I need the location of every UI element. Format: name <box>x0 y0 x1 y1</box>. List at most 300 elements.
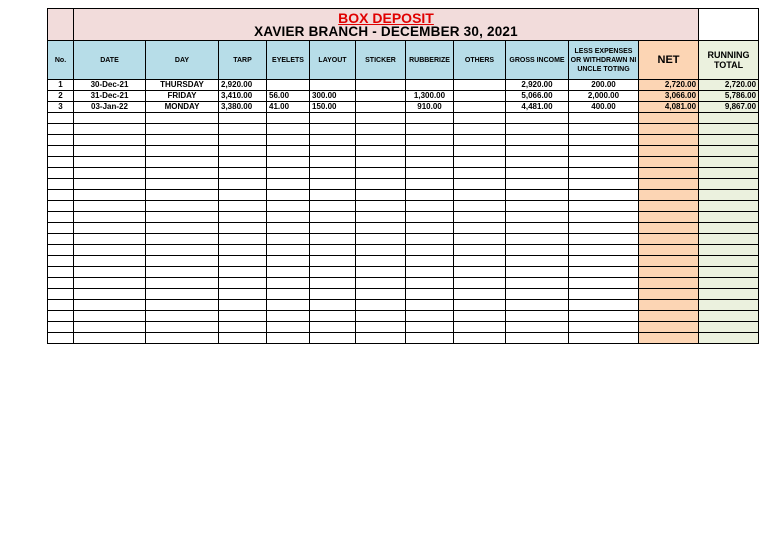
header-layout: LAYOUT <box>310 41 356 80</box>
cell-running <box>699 124 759 135</box>
cell-eyelets <box>267 245 310 256</box>
cell-others <box>454 124 506 135</box>
header-less-expenses: LESS EXPENSES OR WITHDRAWN NI UNCLE TOTING <box>569 41 639 80</box>
cell-tarp <box>219 245 267 256</box>
cell-net: 4,081.00 <box>639 102 699 113</box>
cell-rubberize <box>406 157 454 168</box>
cell-tarp <box>219 267 267 278</box>
cell-date <box>74 190 146 201</box>
header-date: DATE <box>74 41 146 80</box>
cell-date: 30-Dec-21 <box>74 80 146 91</box>
cell-others <box>454 234 506 245</box>
cell-date <box>74 212 146 223</box>
table-row <box>48 300 759 311</box>
cell-tarp <box>219 278 267 289</box>
cell-date <box>74 135 146 146</box>
title-cell <box>74 9 699 41</box>
header-others: OTHERS <box>454 41 506 80</box>
table-row <box>48 157 759 168</box>
cell-day: THURSDAY <box>146 80 219 91</box>
cell-net: 3,066.00 <box>639 91 699 102</box>
cell-no <box>48 201 74 212</box>
cell-no <box>48 135 74 146</box>
cell-less <box>569 135 639 146</box>
cell-sticker <box>356 267 406 278</box>
cell-running <box>699 278 759 289</box>
cell-net <box>639 135 699 146</box>
cell-rubberize <box>406 124 454 135</box>
cell-no <box>48 124 74 135</box>
cell-sticker <box>356 190 406 201</box>
cell-others <box>454 256 506 267</box>
cell-net <box>639 201 699 212</box>
cell-day: MONDAY <box>146 102 219 113</box>
cell-day <box>146 256 219 267</box>
cell-eyelets <box>267 311 310 322</box>
cell-net <box>639 267 699 278</box>
cell-layout <box>310 245 356 256</box>
cell-sticker <box>356 168 406 179</box>
cell-net <box>639 124 699 135</box>
cell-others <box>454 201 506 212</box>
table-row <box>48 124 759 135</box>
table-row <box>48 289 759 300</box>
cell-running <box>699 201 759 212</box>
cell-day <box>146 311 219 322</box>
cell-gross <box>506 124 569 135</box>
cell-rubberize <box>406 333 454 344</box>
cell-tarp <box>219 322 267 333</box>
cell-day <box>146 267 219 278</box>
cell-layout <box>310 124 356 135</box>
cell-others <box>454 135 506 146</box>
cell-others <box>454 190 506 201</box>
cell-no <box>48 223 74 234</box>
cell-layout <box>310 267 356 278</box>
cell-eyelets <box>267 201 310 212</box>
cell-running <box>699 311 759 322</box>
box-deposit-sheet <box>47 8 758 344</box>
header-eyelets: EYELETS <box>267 41 310 80</box>
cell-date <box>74 278 146 289</box>
cell-less <box>569 168 639 179</box>
cell-layout <box>310 80 356 91</box>
cell-running <box>699 146 759 157</box>
cell-running <box>699 333 759 344</box>
cell-less: 400.00 <box>569 102 639 113</box>
cell-others <box>454 289 506 300</box>
cell-day <box>146 234 219 245</box>
header-rubberize: RUBBERIZE <box>406 41 454 80</box>
cell-less <box>569 124 639 135</box>
cell-net <box>639 311 699 322</box>
title-left-cell <box>48 9 74 41</box>
cell-sticker <box>356 135 406 146</box>
cell-day <box>146 146 219 157</box>
cell-less <box>569 146 639 157</box>
cell-net <box>639 278 699 289</box>
cell-sticker <box>356 223 406 234</box>
cell-net <box>639 245 699 256</box>
cell-eyelets <box>267 212 310 223</box>
cell-date <box>74 289 146 300</box>
cell-no <box>48 256 74 267</box>
cell-eyelets <box>267 322 310 333</box>
cell-net <box>639 289 699 300</box>
cell-less <box>569 311 639 322</box>
cell-eyelets <box>267 190 310 201</box>
table-body <box>48 80 759 344</box>
cell-layout <box>310 256 356 267</box>
cell-gross <box>506 245 569 256</box>
header-day: DAY <box>146 41 219 80</box>
table-row <box>48 190 759 201</box>
cell-gross <box>506 322 569 333</box>
cell-no <box>48 168 74 179</box>
cell-tarp: 3,380.00 <box>219 102 267 113</box>
table-row <box>48 223 759 234</box>
table-row <box>48 278 759 289</box>
cell-gross <box>506 289 569 300</box>
cell-layout <box>310 135 356 146</box>
cell-day <box>146 322 219 333</box>
cell-gross <box>506 300 569 311</box>
table-row <box>48 168 759 179</box>
cell-less: 2,000.00 <box>569 91 639 102</box>
cell-tarp <box>219 289 267 300</box>
cell-less <box>569 300 639 311</box>
cell-gross: 4,481.00 <box>506 102 569 113</box>
cell-others <box>454 300 506 311</box>
cell-net: 2,720.00 <box>639 80 699 91</box>
cell-net <box>639 179 699 190</box>
cell-others <box>454 168 506 179</box>
cell-rubberize <box>406 146 454 157</box>
cell-rubberize <box>406 113 454 124</box>
cell-day <box>146 245 219 256</box>
table-row <box>48 201 759 212</box>
cell-less <box>569 212 639 223</box>
cell-gross: 5,066.00 <box>506 91 569 102</box>
cell-date <box>74 322 146 333</box>
cell-tarp <box>219 124 267 135</box>
cell-others <box>454 146 506 157</box>
cell-eyelets <box>267 124 310 135</box>
cell-layout <box>310 289 356 300</box>
cell-day <box>146 212 219 223</box>
cell-gross <box>506 113 569 124</box>
cell-tarp <box>219 190 267 201</box>
cell-layout <box>310 157 356 168</box>
cell-date <box>74 300 146 311</box>
cell-running <box>699 300 759 311</box>
cell-rubberize <box>406 179 454 190</box>
cell-no <box>48 333 74 344</box>
table-row <box>48 267 759 278</box>
cell-running <box>699 113 759 124</box>
cell-sticker <box>356 289 406 300</box>
cell-gross <box>506 190 569 201</box>
cell-date <box>74 267 146 278</box>
cell-less <box>569 201 639 212</box>
cell-date: 03-Jan-22 <box>74 102 146 113</box>
cell-gross <box>506 333 569 344</box>
cell-running: 5,786.00 <box>699 91 759 102</box>
cell-less <box>569 157 639 168</box>
cell-rubberize <box>406 234 454 245</box>
cell-day <box>146 157 219 168</box>
table-row <box>48 113 759 124</box>
cell-no <box>48 267 74 278</box>
cell-day: FRIDAY <box>146 91 219 102</box>
cell-running: 2,720.00 <box>699 80 759 91</box>
cell-running <box>699 267 759 278</box>
cell-sticker <box>356 300 406 311</box>
cell-day <box>146 179 219 190</box>
cell-sticker <box>356 80 406 91</box>
header-gross-income: GROSS INCOME <box>506 41 569 80</box>
cell-eyelets <box>267 135 310 146</box>
table-row <box>48 102 759 113</box>
cell-layout: 300.00 <box>310 91 356 102</box>
cell-less <box>569 289 639 300</box>
cell-gross <box>506 223 569 234</box>
cell-less <box>569 223 639 234</box>
cell-day <box>146 201 219 212</box>
cell-tarp <box>219 201 267 212</box>
cell-net <box>639 212 699 223</box>
cell-date <box>74 311 146 322</box>
cell-gross <box>506 267 569 278</box>
cell-date <box>74 179 146 190</box>
cell-tarp <box>219 113 267 124</box>
cell-eyelets <box>267 267 310 278</box>
sheet-title: BOX DEPOSIT <box>338 10 434 26</box>
cell-date <box>74 223 146 234</box>
cell-tarp: 3,410.00 <box>219 91 267 102</box>
table-row <box>48 179 759 190</box>
cell-eyelets <box>267 157 310 168</box>
cell-others <box>454 278 506 289</box>
cell-rubberize <box>406 322 454 333</box>
cell-eyelets <box>267 234 310 245</box>
cell-layout <box>310 168 356 179</box>
cell-day <box>146 278 219 289</box>
cell-no <box>48 234 74 245</box>
cell-rubberize <box>406 267 454 278</box>
cell-no: 1 <box>48 80 74 91</box>
cell-others <box>454 212 506 223</box>
cell-tarp <box>219 333 267 344</box>
cell-net <box>639 256 699 267</box>
cell-no <box>48 245 74 256</box>
cell-day <box>146 289 219 300</box>
sheet-subtitle: XAVIER BRANCH - DECEMBER 30, 2021 <box>254 24 518 39</box>
table-row <box>48 311 759 322</box>
table-row <box>48 333 759 344</box>
cell-rubberize <box>406 80 454 91</box>
cell-eyelets <box>267 179 310 190</box>
cell-tarp <box>219 223 267 234</box>
cell-less <box>569 113 639 124</box>
cell-rubberize: 1,300.00 <box>406 91 454 102</box>
cell-sticker <box>356 234 406 245</box>
cell-layout <box>310 179 356 190</box>
cell-sticker <box>356 146 406 157</box>
cell-others <box>454 267 506 278</box>
cell-rubberize <box>406 278 454 289</box>
title-right-cell <box>699 9 759 41</box>
cell-others <box>454 245 506 256</box>
cell-tarp <box>219 300 267 311</box>
table-row <box>48 234 759 245</box>
cell-no <box>48 157 74 168</box>
cell-tarp: 2,920.00 <box>219 80 267 91</box>
cell-tarp <box>219 146 267 157</box>
cell-tarp <box>219 311 267 322</box>
cell-day <box>146 135 219 146</box>
cell-date <box>74 201 146 212</box>
cell-less <box>569 322 639 333</box>
table-row <box>48 80 759 91</box>
cell-running: 9,867.00 <box>699 102 759 113</box>
cell-no <box>48 212 74 223</box>
cell-net <box>639 333 699 344</box>
cell-date <box>74 157 146 168</box>
cell-eyelets <box>267 333 310 344</box>
cell-sticker <box>356 179 406 190</box>
cell-sticker <box>356 212 406 223</box>
cell-date <box>74 256 146 267</box>
cell-net <box>639 300 699 311</box>
cell-running <box>699 289 759 300</box>
cell-net <box>639 234 699 245</box>
cell-sticker <box>356 113 406 124</box>
cell-eyelets <box>267 300 310 311</box>
cell-rubberize <box>406 256 454 267</box>
cell-others <box>454 179 506 190</box>
cell-tarp <box>219 179 267 190</box>
cell-others <box>454 102 506 113</box>
cell-layout <box>310 300 356 311</box>
cell-eyelets <box>267 278 310 289</box>
cell-tarp <box>219 256 267 267</box>
cell-day <box>146 223 219 234</box>
cell-sticker <box>356 91 406 102</box>
header-sticker: STICKER <box>356 41 406 80</box>
cell-gross <box>506 168 569 179</box>
cell-layout <box>310 190 356 201</box>
cell-gross <box>506 212 569 223</box>
cell-date <box>74 168 146 179</box>
cell-running <box>699 234 759 245</box>
cell-layout <box>310 223 356 234</box>
cell-no: 3 <box>48 102 74 113</box>
cell-date <box>74 245 146 256</box>
cell-layout <box>310 322 356 333</box>
cell-tarp <box>219 168 267 179</box>
cell-sticker <box>356 256 406 267</box>
header-tarp: TARP <box>219 41 267 80</box>
cell-gross <box>506 256 569 267</box>
cell-tarp <box>219 234 267 245</box>
cell-no <box>48 190 74 201</box>
cell-layout <box>310 311 356 322</box>
cell-rubberize <box>406 190 454 201</box>
cell-less <box>569 256 639 267</box>
cell-sticker <box>356 157 406 168</box>
cell-no <box>48 179 74 190</box>
cell-sticker <box>356 201 406 212</box>
cell-sticker <box>356 333 406 344</box>
header-running-total: RUNNING TOTAL <box>699 41 759 80</box>
cell-tarp <box>219 135 267 146</box>
table-row <box>48 322 759 333</box>
cell-running <box>699 223 759 234</box>
cell-sticker <box>356 278 406 289</box>
cell-gross: 2,920.00 <box>506 80 569 91</box>
cell-rubberize <box>406 245 454 256</box>
table-row <box>48 245 759 256</box>
cell-layout <box>310 201 356 212</box>
cell-no <box>48 113 74 124</box>
cell-running <box>699 168 759 179</box>
cell-day <box>146 333 219 344</box>
cell-net <box>639 322 699 333</box>
cell-gross <box>506 135 569 146</box>
table-row <box>48 212 759 223</box>
cell-layout <box>310 113 356 124</box>
table-row <box>48 91 759 102</box>
cell-sticker <box>356 102 406 113</box>
cell-net <box>639 146 699 157</box>
cell-net <box>639 223 699 234</box>
cell-eyelets <box>267 223 310 234</box>
cell-tarp <box>219 212 267 223</box>
cell-rubberize <box>406 201 454 212</box>
cell-no <box>48 322 74 333</box>
cell-rubberize: 910.00 <box>406 102 454 113</box>
cell-rubberize <box>406 223 454 234</box>
cell-eyelets <box>267 289 310 300</box>
cell-rubberize <box>406 168 454 179</box>
cell-no <box>48 146 74 157</box>
cell-less <box>569 245 639 256</box>
cell-net <box>639 168 699 179</box>
cell-running <box>699 256 759 267</box>
cell-others <box>454 91 506 102</box>
cell-running <box>699 212 759 223</box>
cell-eyelets <box>267 256 310 267</box>
cell-day <box>146 168 219 179</box>
cell-gross <box>506 146 569 157</box>
cell-day <box>146 300 219 311</box>
cell-net <box>639 113 699 124</box>
cell-layout <box>310 278 356 289</box>
cell-running <box>699 135 759 146</box>
cell-gross <box>506 179 569 190</box>
cell-date <box>74 146 146 157</box>
cell-others <box>454 80 506 91</box>
table-row <box>48 135 759 146</box>
cell-rubberize <box>406 300 454 311</box>
cell-sticker <box>356 311 406 322</box>
cell-date: 31-Dec-21 <box>74 91 146 102</box>
cell-less <box>569 190 639 201</box>
cell-no <box>48 311 74 322</box>
cell-date <box>74 124 146 135</box>
cell-no: 2 <box>48 91 74 102</box>
